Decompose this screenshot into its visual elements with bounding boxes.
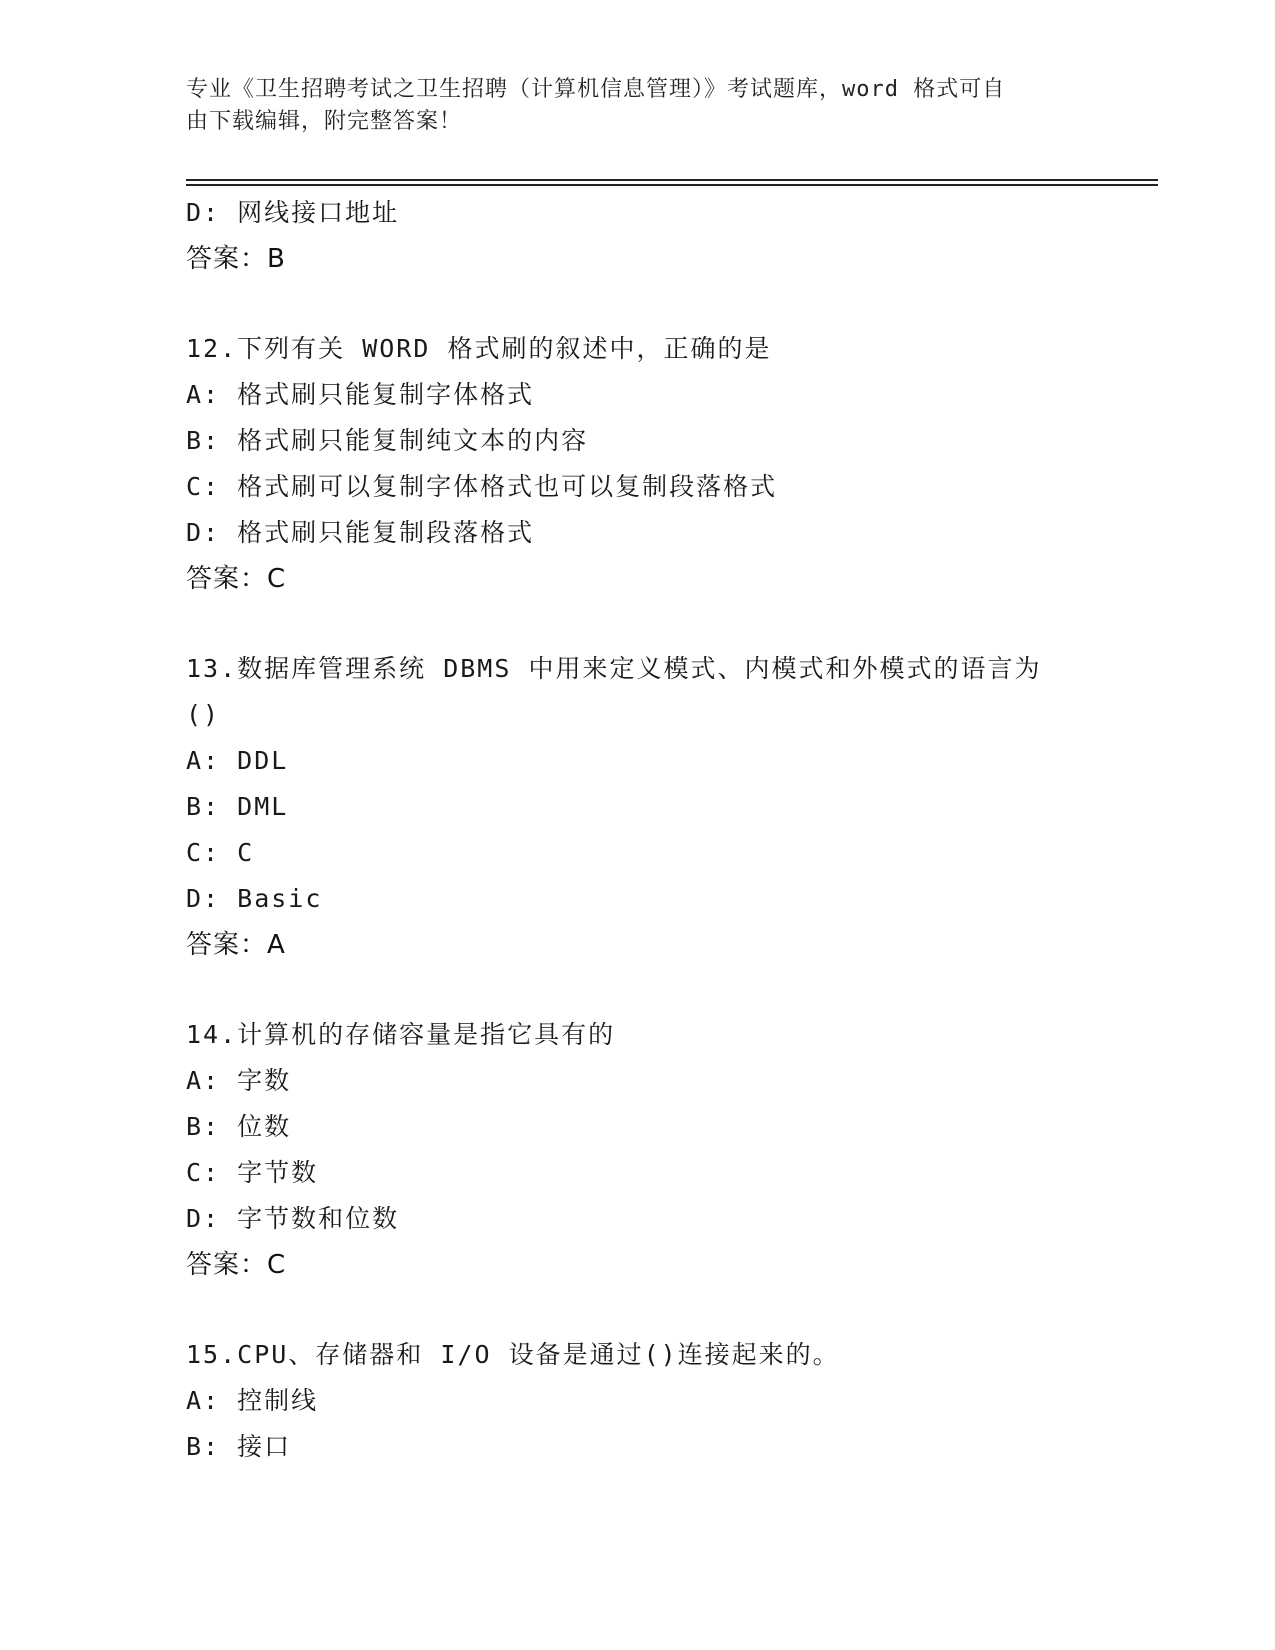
- question-stem: 15.CPU、存储器和 I/O 设备是通过()连接起来的。: [186, 1340, 840, 1369]
- answer-label: 答案：C: [186, 564, 287, 594]
- header-line-2: 由下载编辑，附完整答案！: [186, 109, 463, 134]
- question-15: [186, 1332, 1156, 1470]
- answer-label: 答案：C: [186, 1250, 287, 1280]
- question-stem-continuation: (): [186, 700, 221, 729]
- header-divider-bottom: [186, 184, 1158, 186]
- question-stem: 12.下列有关 WORD 格式刷的叙述中，正确的是: [186, 334, 772, 363]
- header-divider-top: [186, 179, 1158, 181]
- option-b: B: DML: [186, 792, 289, 821]
- option-d: D: Basic: [186, 884, 323, 913]
- question-12: [186, 326, 1156, 602]
- question-14: [186, 1012, 1156, 1288]
- question-stem: 14.计算机的存储容量是指它具有的: [186, 1020, 616, 1049]
- answer-label: 答案：B: [186, 244, 286, 274]
- option-b: B: 位数: [186, 1112, 292, 1141]
- option-c: C: 字节数: [186, 1158, 319, 1187]
- answer-label: 答案：A: [186, 930, 286, 960]
- option-a: A: 控制线: [186, 1386, 319, 1415]
- question-content: [186, 190, 1156, 1470]
- option-b: B: 接口: [186, 1432, 292, 1461]
- option-b: B: 格式刷只能复制纯文本的内容: [186, 426, 589, 455]
- document-header: [186, 74, 1066, 138]
- option-c: C: C: [186, 838, 255, 867]
- question-stem: 13.数据库管理系统 DBMS 中用来定义模式、内模式和外模式的语言为: [186, 654, 1042, 683]
- option-a: A: DDL: [186, 746, 289, 775]
- option-a: A: 格式刷只能复制字体格式: [186, 380, 535, 409]
- header-line-1: 专业《卫生招聘考试之卫生招聘（计算机信息管理）》考试题库，word 格式可自: [186, 77, 1006, 102]
- question-13: [186, 646, 1156, 968]
- option-d: D: 字节数和位数: [186, 1204, 400, 1233]
- previous-question-tail: [186, 190, 1156, 282]
- option-d: D: 格式刷只能复制段落格式: [186, 518, 535, 547]
- option-c: C: 格式刷可以复制字体格式也可以复制段落格式: [186, 472, 778, 501]
- option-d: D: 网线接口地址: [186, 198, 400, 227]
- option-a: A: 字数: [186, 1066, 292, 1095]
